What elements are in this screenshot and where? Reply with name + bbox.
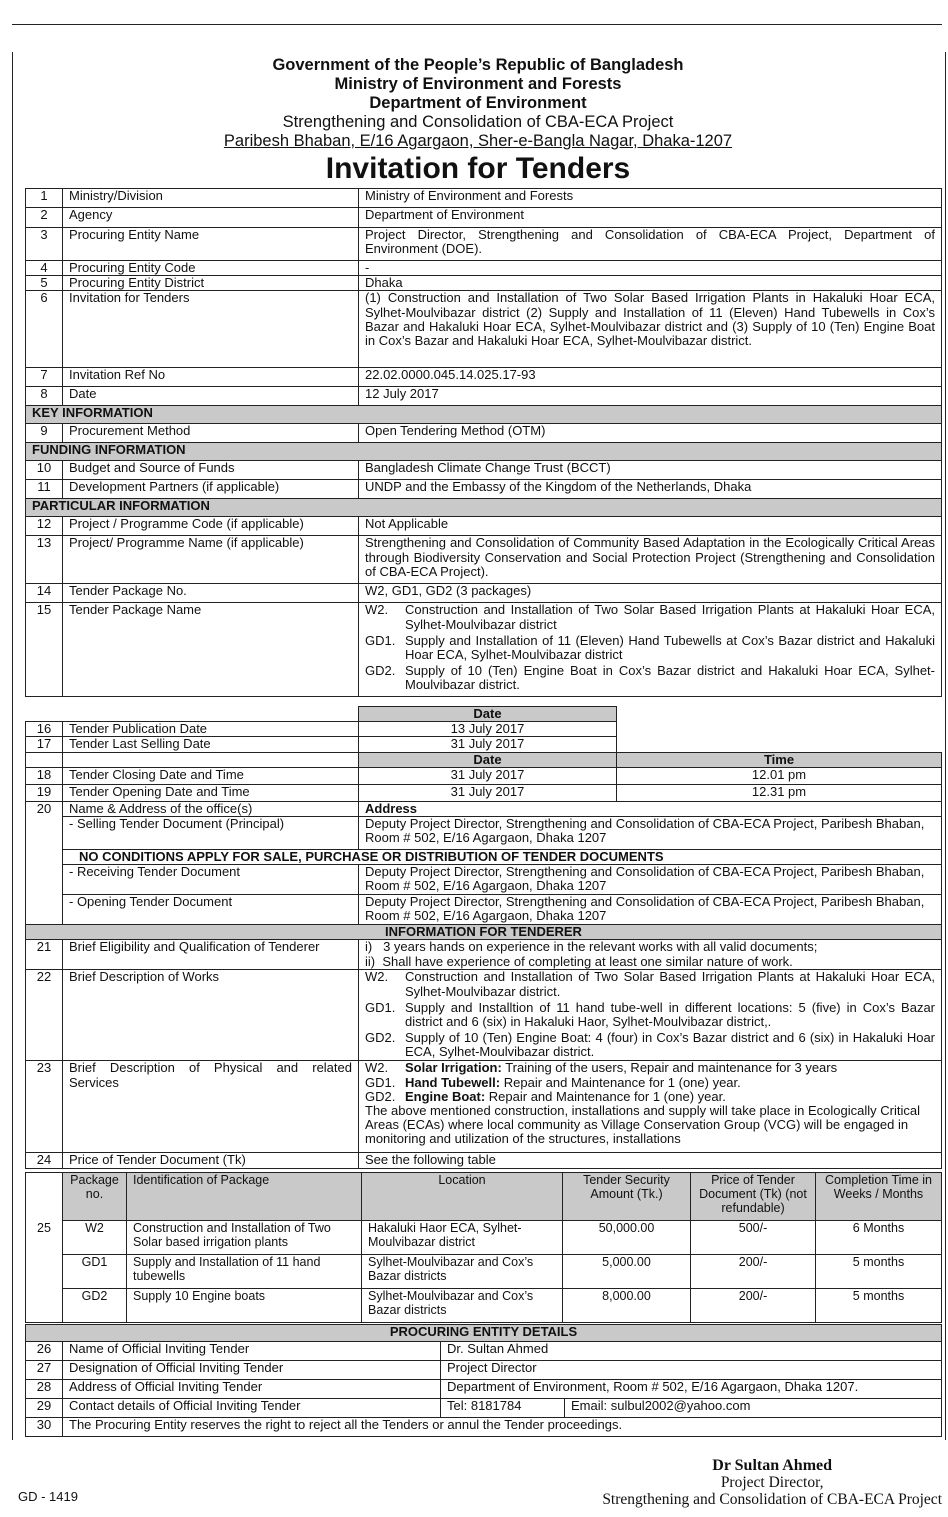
- col-completion: Completion Time in Weeks / Months: [816, 1173, 942, 1221]
- row-label: Tender Package Name: [63, 603, 359, 697]
- package-completion: 6 Months: [816, 1221, 942, 1255]
- row-value: [359, 970, 942, 1061]
- table-row: [26, 940, 942, 970]
- row-label: - Receiving Tender Document: [63, 865, 359, 895]
- row-value: Project Director, Strengthening and Consolidation of CBA-ECA Project, Department of Environment (DOE).: [359, 228, 942, 261]
- row-number: 14: [26, 584, 63, 603]
- row-label: Name & Address of the office(s): [63, 801, 359, 816]
- row-number: 25: [26, 1221, 63, 1255]
- date-header: Date: [359, 707, 617, 722]
- row-label: Invitation for Tenders: [63, 291, 359, 368]
- row-number: 16: [26, 722, 63, 737]
- section-row: [26, 443, 942, 461]
- service-item: GD2. Engine Boat: Repair and Maintenance for 1 (one) year.: [365, 1088, 726, 1104]
- row-label: Tender Publication Date: [63, 722, 359, 737]
- date-header: Date: [359, 752, 617, 767]
- row-value: 12 July 2017: [359, 387, 942, 406]
- row-value: [359, 940, 942, 970]
- table-row: [26, 1061, 942, 1153]
- row-value: Department of Environment: [359, 208, 942, 228]
- package-price: 500/-: [691, 1221, 816, 1255]
- row-label: Designation of Official Inviting Tender: [63, 1361, 441, 1380]
- table-row: [26, 387, 942, 406]
- col-identification: Identification of Package: [127, 1173, 362, 1221]
- row-value: Department of Environment, Room # 502, E/16 Agargaon, Dhaka 1207.: [441, 1380, 942, 1399]
- table-row: [26, 1221, 942, 1255]
- package-header-row: [26, 1173, 942, 1221]
- table-row: [26, 1361, 942, 1380]
- row-value: W2, GD1, GD2 (3 packages): [359, 584, 942, 603]
- row-number: 26: [26, 1342, 63, 1361]
- works-item: W2. Construction and Installation of Two Solar Based Irrigation Plants at Hakaluki Hoar ECA, Sylhet-Moulvibazar district.: [365, 969, 935, 999]
- row-label: Address of Official Inviting Tender: [63, 1380, 441, 1399]
- row-value: (1) Construction and Installation of Two Solar Based Irrigation Plants in Hakaluki Hoar ECA, Sylhet-Moulvibazar district (2) Supply and Installation of 11 (Eleven) Hand Tubewells in Cox’s Bazar and Hakaluki Hoar ECA, Sylhet-Moulvibazar district and (3) Supply of 10 (Ten) Engine Boat in Cox’s Bazar and Hakaluki Hoar ECA, Sylhet-Moulvibazar district.: [359, 291, 942, 368]
- address-line: Paribesh Bhaban, E/16 Agargaon, Sher-e-Bangla Nagar, Dhaka-1207: [223, 132, 733, 150]
- row-label: Brief Description of Works: [63, 970, 359, 1061]
- table-row: [26, 865, 942, 895]
- row-label: Agency: [63, 208, 359, 228]
- row-label: Price of Tender Document (Tk): [63, 1153, 359, 1168]
- table-row: [26, 1342, 942, 1361]
- row-value: Bangladesh Climate Change Trust (BCCT): [359, 461, 942, 480]
- table-row: [26, 767, 942, 784]
- row-number: 5: [26, 276, 63, 291]
- row-number: 23: [26, 1061, 63, 1153]
- row-value: See the following table: [359, 1153, 942, 1168]
- row-value: UNDP and the Embassy of the Kingdom of the Netherlands, Dhaka: [359, 480, 942, 499]
- package-price: 200/-: [691, 1255, 816, 1289]
- procuring-entity-table: [25, 1324, 942, 1437]
- row-label: - Selling Tender Document (Principal): [63, 817, 359, 850]
- row-value: Open Tendering Method (OTM): [359, 424, 942, 443]
- eligibility-item: i) 3 years hands on experience in the relevant works with all valid documents;: [365, 939, 818, 955]
- row-label: Name of Official Inviting Tender: [63, 1342, 441, 1361]
- row-number: 6: [26, 291, 63, 368]
- row-number: 27: [26, 1361, 63, 1380]
- table-row: [26, 208, 942, 228]
- row-number: 15: [26, 603, 63, 697]
- row-number: 12: [26, 517, 63, 536]
- package-security: 8,000.00: [563, 1289, 691, 1323]
- row-number: 11: [26, 480, 63, 499]
- row-label: Procurement Method: [63, 424, 359, 443]
- signatory-project: Strengthening and Consolidation of CBA-ECA Project: [602, 1491, 942, 1508]
- row-value: Deputy Project Director, Strengthening and Consolidation of CBA-ECA Project, Paribesh Bhaban, Room # 502, E/16 Agargaon, Dhaka 1207: [359, 865, 942, 895]
- section-information-for-tenderer: INFORMATION FOR TENDERER: [26, 925, 942, 940]
- section-procuring-entity-details: PROCURING ENTITY DETAILS: [26, 1325, 942, 1342]
- table-row: [26, 895, 942, 925]
- signatory-title: Project Director,: [720, 1474, 824, 1491]
- signatory-name: Dr Sultan Ahmed: [712, 1457, 833, 1474]
- tender-table-dates: [25, 706, 942, 1169]
- row-label: Brief Eligibility and Qualification of Tenderer: [63, 940, 359, 970]
- row-number: 18: [26, 767, 63, 784]
- date-value: 31 July 2017: [359, 767, 617, 784]
- service-item: W2. Solar Irrigation: Training of the users, Repair and maintenance for 3 years: [365, 1060, 838, 1076]
- col-security: Tender Security Amount (Tk.): [563, 1173, 691, 1221]
- contact-email: Email: sulbul2002@yahoo.com: [565, 1399, 942, 1418]
- row-number: 2: [26, 208, 63, 228]
- table-row: [26, 784, 942, 801]
- row-value: -: [359, 261, 942, 276]
- row-label: Date: [63, 387, 359, 406]
- row-value: Ministry of Environment and Forests: [359, 189, 942, 208]
- table-row: [26, 189, 942, 208]
- row-number: 30: [26, 1418, 63, 1437]
- package-price: 200/-: [691, 1289, 816, 1323]
- package-location: Sylhet-Moulvibazar and Cox’s Bazar districts: [362, 1289, 563, 1323]
- table-row: [26, 461, 942, 480]
- package-completion: 5 months: [816, 1255, 942, 1289]
- row-label: Brief Description of Physical and related Services: [63, 1061, 359, 1153]
- row-value: Strengthening and Consolidation of Community Based Adaptation in the Ecologically Critical Areas through Biodiversity Conservation and Social Protection Project (Strengthening and Consolidation of CBA-ECA Project).: [359, 536, 942, 584]
- row-label: Procuring Entity Code: [63, 261, 359, 276]
- footer-code: GD - 1419: [18, 1489, 78, 1504]
- row-value: Project Director: [441, 1361, 942, 1380]
- row-label: Procuring Entity Name: [63, 228, 359, 261]
- table-row: [26, 228, 942, 261]
- row-number: 3: [26, 228, 63, 261]
- table-row: [26, 722, 942, 737]
- table-row: [26, 970, 942, 1061]
- package-location: Hakaluki Haor ECA, Sylhet-Moulvibazar district: [362, 1221, 563, 1255]
- section-row: [26, 406, 942, 424]
- row-number: 13: [26, 536, 63, 584]
- package-table: [25, 1172, 942, 1323]
- service-item: GD1. Hand Tubewell: Repair and Maintenance for 1 (one) year.: [365, 1074, 741, 1090]
- col-package-no: Package no.: [63, 1173, 127, 1221]
- row-value: [359, 1061, 942, 1153]
- section-funding-information: FUNDING INFORMATION: [26, 443, 942, 461]
- notice-row: [26, 850, 942, 865]
- row-label: - Opening Tender Document: [63, 895, 359, 925]
- table-row: [26, 1418, 942, 1437]
- eligibility-item: ii) Shall have experience of completing at least one similar nature of work.: [365, 953, 793, 969]
- row-number: 29: [26, 1399, 63, 1418]
- row-value: Deputy Project Director, Strengthening and Consolidation of CBA-ECA Project, Paribesh Bhaban, Room # 502, E/16 Agargaon, Dhaka 1207: [359, 817, 942, 850]
- row-number: 22: [26, 970, 63, 1061]
- row-number: 1: [26, 189, 63, 208]
- package-no: GD2: [63, 1289, 127, 1323]
- row-value: Deputy Project Director, Strengthening and Consolidation of CBA-ECA Project, Paribesh Bhaban, Room # 502, E/16 Agargaon, Dhaka 1207: [359, 895, 942, 925]
- gov-line: Government of the People’s Republic of Bangladesh: [272, 56, 684, 74]
- row-label: Development Partners (if applicable): [63, 480, 359, 499]
- table-row: [26, 1380, 942, 1399]
- table-row: [26, 801, 942, 816]
- table-row: [26, 480, 942, 499]
- table-row: [26, 1399, 942, 1418]
- row-number: 9: [26, 424, 63, 443]
- reservation-note: The Procuring Entity reserves the right to reject all the Tenders or annul the Tender proceedings.: [63, 1418, 942, 1437]
- package-identification: Supply and Installation of 11 hand tubewells: [127, 1255, 362, 1289]
- row-number: 7: [26, 368, 63, 387]
- signature-block: [602, 1457, 942, 1508]
- package-no: GD1: [63, 1255, 127, 1289]
- row-label: Procuring Entity District: [63, 276, 359, 291]
- date-value: 31 July 2017: [359, 784, 617, 801]
- package-name-item: GD1. Supply and Installation of 11 (Eleven) Hand Tubewells at Cox’s Bazar district and Hakaluki Hoar ECA, Sylhet-Moulvibazar district: [365, 632, 935, 663]
- package-completion: 5 months: [816, 1289, 942, 1323]
- package-identification: Supply 10 Engine boats: [127, 1289, 362, 1323]
- contact-tel: Tel: 8181784: [441, 1399, 565, 1418]
- table-row: [26, 1153, 942, 1168]
- table-row: [26, 517, 942, 536]
- table-row: [26, 368, 942, 387]
- col-price: Price of Tender Document (Tk) (not refundable): [691, 1173, 816, 1221]
- row-number: 20: [26, 801, 63, 816]
- ministry-line: Ministry of Environment and Forests: [334, 75, 622, 93]
- package-identification: Construction and Installation of Two Solar based irrigation plants: [127, 1221, 362, 1255]
- row-label: Tender Package No.: [63, 584, 359, 603]
- package-security: 50,000.00: [563, 1221, 691, 1255]
- section-row: [26, 499, 942, 517]
- table-row: [26, 584, 942, 603]
- package-no: W2: [63, 1221, 127, 1255]
- row-value: [359, 603, 942, 697]
- row-value: Dhaka: [359, 276, 942, 291]
- row-number: 28: [26, 1380, 63, 1399]
- row-label: Invitation Ref No: [63, 368, 359, 387]
- notice-text: NO CONDITIONS APPLY FOR SALE, PURCHASE OR DISTRIBUTION OF TENDER DOCUMENTS: [63, 850, 942, 865]
- department-line: Department of Environment: [369, 94, 587, 112]
- row-label: Tender Opening Date and Time: [63, 784, 359, 801]
- row-label: Tender Closing Date and Time: [63, 767, 359, 784]
- time-header: Time: [617, 752, 942, 767]
- row-label: Contact details of Official Inviting Tender: [63, 1399, 441, 1418]
- row-number: 19: [26, 784, 63, 801]
- row-number: 8: [26, 387, 63, 406]
- top-rule: [12, 24, 942, 25]
- row-number: 21: [26, 940, 63, 970]
- date-value: 31 July 2017: [359, 737, 617, 752]
- date-header-row: [26, 707, 942, 722]
- section-row: [26, 925, 942, 940]
- table-row: [26, 536, 942, 584]
- package-name-item: GD2. Supply of 10 (Ten) Engine Boat in Cox’s Bazar district and Hakaluki Hoar ECA, Sylhet-Moulvibazar district.: [365, 663, 935, 693]
- row-number: 4: [26, 261, 63, 276]
- row-value: Not Applicable: [359, 517, 942, 536]
- tender-table-main: [25, 188, 942, 697]
- package-security: 5,000.00: [563, 1255, 691, 1289]
- section-particular-information: PARTICULAR INFORMATION: [26, 499, 942, 517]
- table-row: [26, 291, 942, 368]
- service-note: The above mentioned construction, installations and supply will take place in Ecologically Critical Areas (ECAs) where local community as Village Conservation Group (VCG) will be engaged in monitoring and utilization of the structures, installations: [365, 1103, 920, 1147]
- col-location: Location: [362, 1173, 563, 1221]
- table-row: [26, 261, 942, 276]
- time-value: 12.01 pm: [617, 767, 942, 784]
- table-row: [26, 817, 942, 850]
- address-header: Address: [359, 801, 942, 816]
- row-label: Ministry/Division: [63, 189, 359, 208]
- time-value: 12.31 pm: [617, 784, 942, 801]
- row-label: Project / Programme Code (if applicable): [63, 517, 359, 536]
- table-row: [26, 424, 942, 443]
- document-header: [12, 56, 944, 186]
- table-row: [26, 1255, 942, 1289]
- row-label: Budget and Source of Funds: [63, 461, 359, 480]
- table-row: [26, 603, 942, 697]
- row-label: Project/ Programme Name (if applicable): [63, 536, 359, 584]
- section-key-information: KEY INFORMATION: [26, 406, 942, 424]
- date-value: 13 July 2017: [359, 722, 617, 737]
- table-row: [26, 737, 942, 752]
- datetime-header-row: [26, 752, 942, 767]
- table-row: [26, 276, 942, 291]
- section-row: [26, 1325, 942, 1342]
- package-name-item: W2. Construction and Installation of Two Solar Based Irrigation Plants at Hakaluki Hoar ECA, Sylhet-Moulvibazar district: [365, 602, 935, 632]
- row-number: 10: [26, 461, 63, 480]
- row-number: 17: [26, 737, 63, 752]
- page-title: Invitation for Tenders: [325, 152, 631, 185]
- table-row: [26, 1289, 942, 1323]
- works-item: GD1. Supply and Installtion of 11 hand tube-well in different locations: 5 (five) in Cox’s Bazar district and 6 (six) in Hakaluki Haor, Sylhet-Moulvibazar district,.: [365, 999, 935, 1030]
- row-label: Tender Last Selling Date: [63, 737, 359, 752]
- row-value: 22.02.0000.045.14.025.17-93: [359, 368, 942, 387]
- package-location: Sylhet-Moulvibazar and Cox’s Bazar districts: [362, 1255, 563, 1289]
- project-line: Strengthening and Consolidation of CBA-ECA Project: [282, 113, 674, 131]
- row-number: 24: [26, 1153, 63, 1168]
- works-item: GD2. Supply of 10 (Ten) Engine Boat: 4 (four) in Cox’s Bazar district and 6 (six) in Hakaluki Hoar ECA, Sylhet-Moulvibazar district.: [365, 1030, 935, 1060]
- row-value: Dr. Sultan Ahmed: [441, 1342, 942, 1361]
